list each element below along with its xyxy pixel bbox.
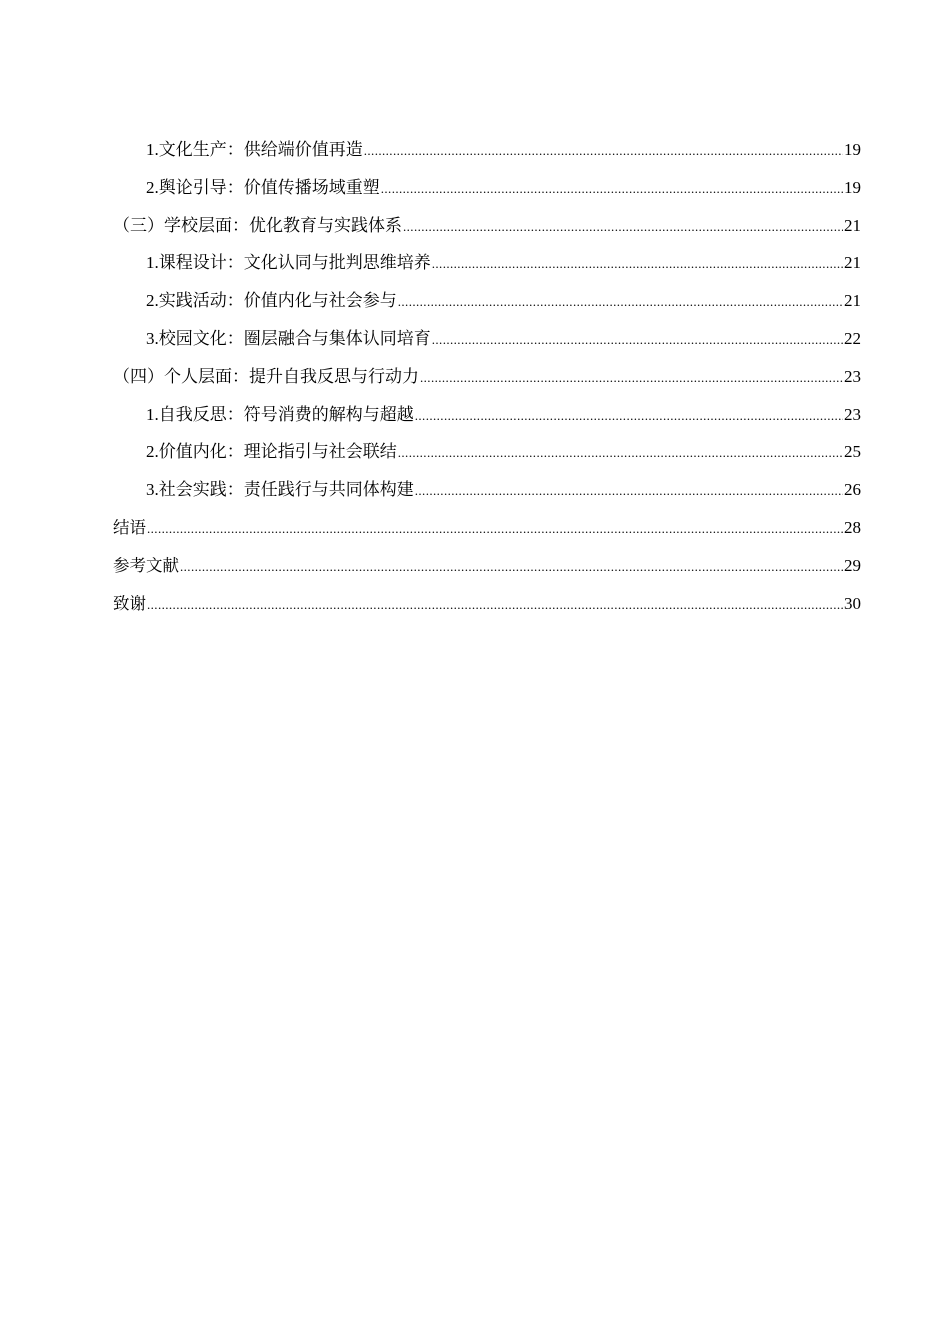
toc-dot-leader [147, 586, 843, 624]
toc-entry-title: （三）学校层面：优化教育与实践体系 [113, 215, 402, 235]
toc-entry[interactable] [113, 207, 861, 245]
toc-entry-page: 21 [844, 253, 861, 273]
toc-entry-page: 26 [844, 480, 861, 500]
toc-entry-title: 1.文化生产：供给端价值再造 [146, 140, 363, 159]
toc-dot-leader [180, 548, 843, 586]
toc-dot-leader [381, 170, 843, 208]
toc-entry-title: 2.实践活动：价值内化与社会参与 [146, 291, 397, 311]
toc-entry-title: （四）个人层面：提升自我反思与行动力 [113, 366, 419, 386]
toc-entry[interactable] [113, 244, 861, 282]
toc-entry[interactable] [113, 471, 861, 509]
toc-entry[interactable] [113, 396, 861, 434]
toc-entry-page: 19 [844, 140, 861, 159]
toc-entry-title: 1.自我反思：符号消费的解构与超越 [146, 404, 414, 424]
toc-entry-title: 3.校园文化：圈层融合与集体认同培育 [146, 328, 431, 348]
toc-entry-page: 28 [844, 517, 861, 537]
toc-entry-page: 19 [844, 177, 861, 197]
toc-entry-page: 21 [844, 215, 861, 235]
toc-entry-page: 25 [844, 442, 861, 462]
toc-entry-title: 2.价值内化：理论指引与社会联结 [146, 442, 397, 462]
toc-entry[interactable] [113, 547, 861, 585]
toc-entry[interactable] [113, 358, 861, 396]
toc-entry[interactable] [113, 131, 861, 169]
toc-entry-page: 23 [844, 404, 861, 424]
toc-entry-title: 2.舆论引导：价值传播场域重塑 [146, 177, 380, 197]
toc-dot-leader [398, 283, 843, 321]
toc-dot-leader [398, 434, 843, 472]
toc-dot-leader [364, 132, 843, 170]
toc-entry[interactable] [113, 320, 861, 358]
toc-entry-title: 致谢 [113, 593, 146, 613]
toc-dot-leader [415, 397, 843, 435]
toc-entry-page: 21 [844, 291, 861, 311]
toc-dot-leader [432, 245, 843, 283]
toc-entry[interactable] [113, 282, 861, 320]
toc-entry[interactable] [113, 509, 861, 547]
toc-entry-page: 29 [844, 555, 861, 575]
toc-dot-leader [432, 321, 843, 359]
toc-dot-leader [415, 472, 843, 510]
toc-entry-title: 结语 [113, 517, 146, 537]
toc-entry-title: 1.课程设计：文化认同与批判思维培养 [146, 253, 431, 273]
toc-entry[interactable] [113, 585, 861, 623]
toc-entry-title: 3.社会实践：责任践行与共同体构建 [146, 480, 414, 500]
toc-entry-page: 23 [844, 366, 861, 386]
toc-dot-leader [147, 510, 843, 548]
toc-entry[interactable] [113, 169, 861, 207]
toc-entry-page: 22 [844, 328, 861, 348]
toc-dot-leader [420, 359, 843, 397]
toc-dot-leader [403, 208, 843, 246]
toc-entry-title: 参考文献 [113, 555, 179, 575]
table-of-contents [113, 131, 861, 622]
toc-entry-page: 30 [844, 593, 861, 613]
toc-entry[interactable] [113, 433, 861, 471]
